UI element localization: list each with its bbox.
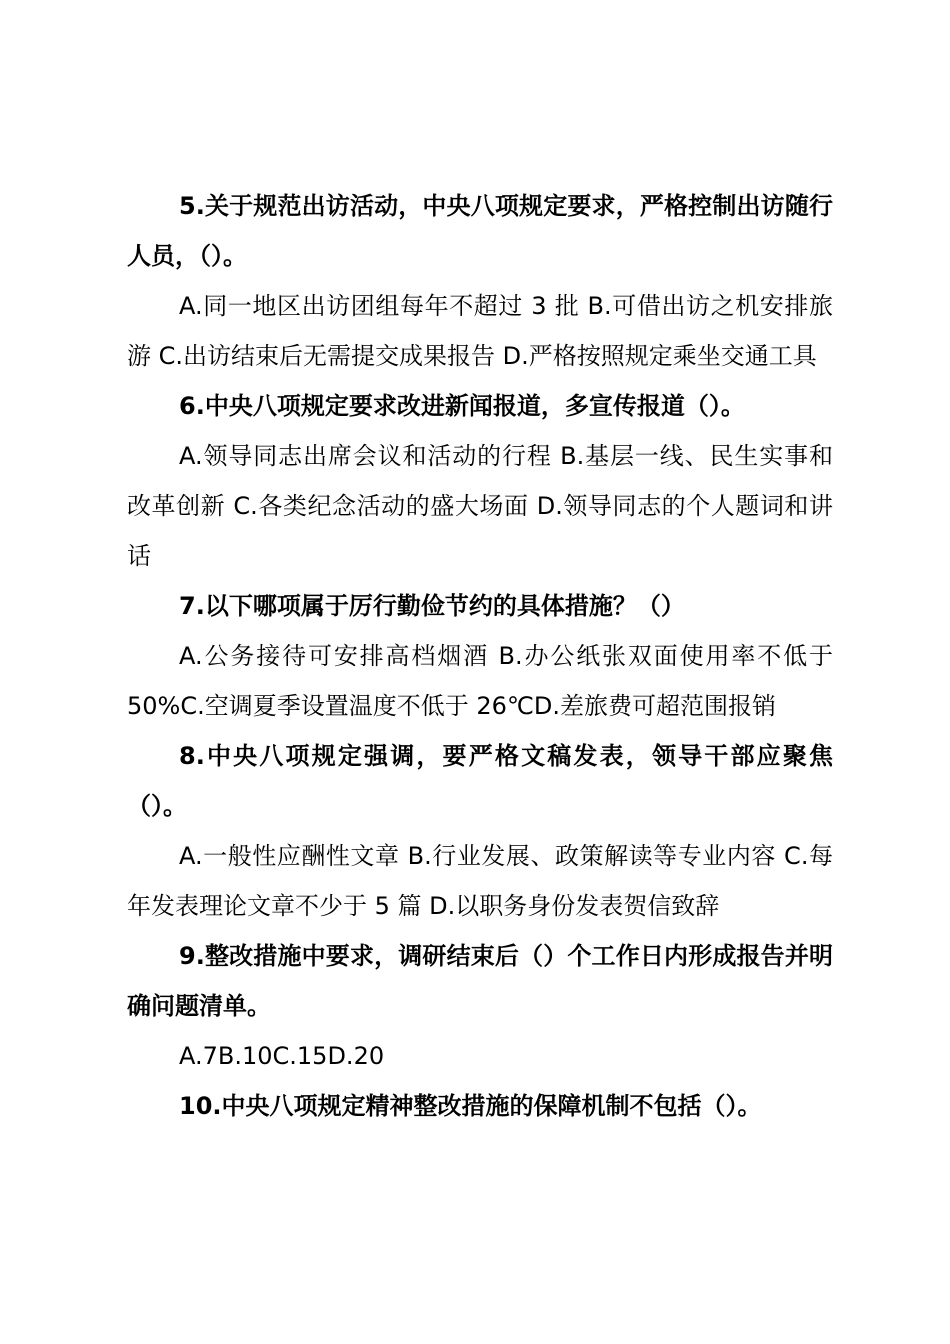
question-10-stem: 10.中央八项规定精神整改措施的保障机制不包括（）。 — [179, 1092, 762, 1120]
document-page — [127, 181, 833, 1131]
question-7-options: A.公务接待可安排高档烟酒 B.办公纸张双面使用率不低于 50%C.空调夏季设置温度不低于 26℃D.差旅费可超范围报销 — [127, 642, 833, 720]
question-5-stem: 5.关于规范出访活动，中央八项规定要求，严格控制出访随行人员，（）。 — [127, 192, 833, 270]
question-9-stem: 9.整改措施中要求，调研结束后（）个工作日内形成报告并明确问题清单。 — [127, 942, 833, 1020]
question-7-stem: 7.以下哪项属于厉行勤俭节约的具体措施？（） — [179, 592, 685, 620]
question-6-options: A.领导同志出席会议和活动的行程 B.基层一线、民生实事和改革创新 C.各类纪念活动的盛大场面 D.领导同志的个人题词和讲话 — [127, 442, 833, 570]
question-8-stem: 8.中央八项规定强调，要严格文稿发表，领导干部应聚焦（）。 — [127, 742, 833, 820]
question-6-stem: 6.中央八项规定要求改进新闻报道，多宣传报道（）。 — [179, 392, 745, 420]
question-9-options: A.7B.10C.15D.20 — [179, 1042, 385, 1070]
question-5-options: A.同一地区出访团组每年不超过 3 批 B.可借出访之机安排旅游 C.出访结束后无需提交成果报告 D.严格按照规定乘坐交通工具 — [127, 292, 833, 370]
question-8-options: A.一般性应酬性文章 B.行业发展、政策解读等专业内容 C.每年发表理论文章不少于 5 篇 D.以职务身份发表贺信致辞 — [127, 842, 833, 920]
